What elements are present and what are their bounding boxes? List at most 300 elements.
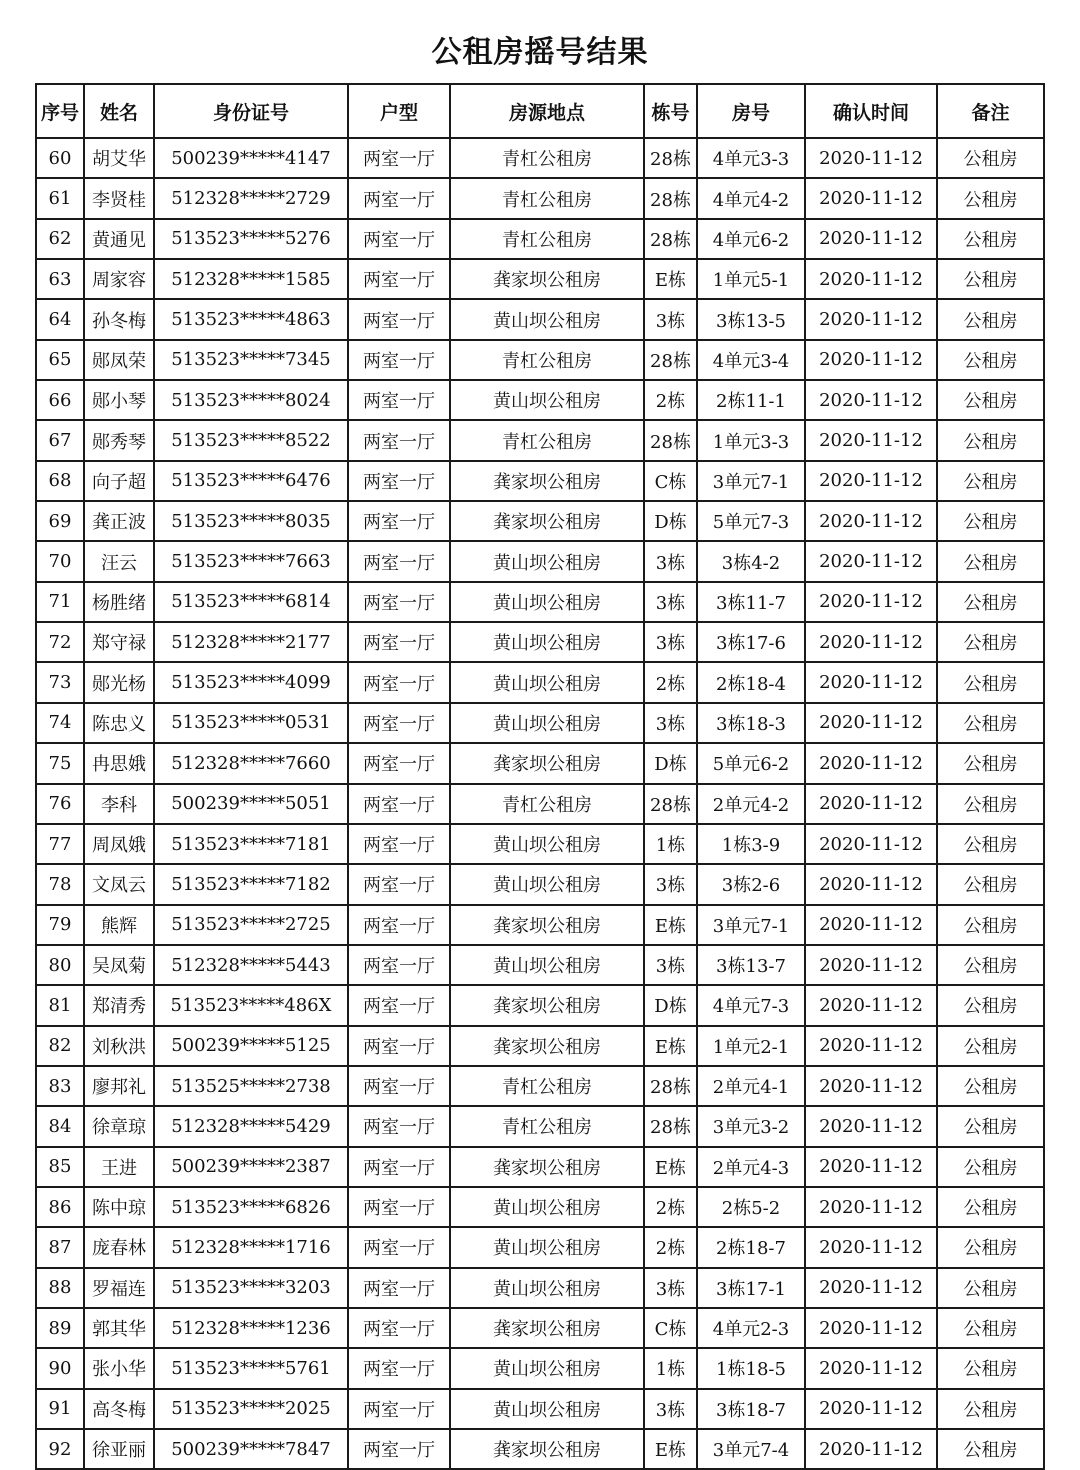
cell-id-number: 512328*****2729	[154, 178, 348, 218]
cell-note: 公租房	[937, 138, 1044, 178]
cell-building: E栋	[644, 1429, 697, 1469]
cell-note: 公租房	[937, 1308, 1044, 1348]
cell-room: 3栋11-7	[697, 582, 805, 622]
cell-confirm-date: 2020-11-12	[805, 299, 937, 339]
table-row	[36, 945, 1044, 985]
cell-room: 1单元5-1	[697, 259, 805, 299]
cell-id-number: 513523*****486X	[154, 985, 348, 1025]
cell-building: 28栋	[644, 219, 697, 259]
cell-note: 公租房	[937, 259, 1044, 299]
cell-name: 郑守禄	[84, 622, 154, 662]
cell-room: 3栋13-5	[697, 299, 805, 339]
cell-unit-type: 两室一厅	[348, 703, 450, 743]
cell-unit-type: 两室一厅	[348, 380, 450, 420]
cell-location: 黄山坝公租房	[450, 1268, 644, 1308]
cell-no: 90	[36, 1348, 84, 1388]
cell-building: E栋	[644, 905, 697, 945]
cell-id-number: 513523*****5276	[154, 219, 348, 259]
cell-confirm-date: 2020-11-12	[805, 1187, 937, 1227]
cell-location: 黄山坝公租房	[450, 1187, 644, 1227]
cell-unit-type: 两室一厅	[348, 1187, 450, 1227]
cell-name: 周家容	[84, 259, 154, 299]
cell-note: 公租房	[937, 1227, 1044, 1267]
cell-no: 66	[36, 380, 84, 420]
cell-no: 80	[36, 945, 84, 985]
cell-location: 黄山坝公租房	[450, 380, 644, 420]
cell-unit-type: 两室一厅	[348, 622, 450, 662]
cell-room: 5单元7-3	[697, 501, 805, 541]
cell-location: 龚家坝公租房	[450, 905, 644, 945]
cell-unit-type: 两室一厅	[348, 420, 450, 460]
cell-unit-type: 两室一厅	[348, 582, 450, 622]
cell-location: 龚家坝公租房	[450, 461, 644, 501]
results-table	[35, 83, 1045, 1470]
cell-location: 黄山坝公租房	[450, 622, 644, 662]
cell-no: 88	[36, 1268, 84, 1308]
cell-unit-type: 两室一厅	[348, 743, 450, 783]
cell-room: 3栋17-1	[697, 1268, 805, 1308]
cell-note: 公租房	[937, 945, 1044, 985]
cell-no: 69	[36, 501, 84, 541]
cell-name: 高冬梅	[84, 1389, 154, 1429]
cell-name: 杨胜绪	[84, 582, 154, 622]
table-row	[36, 582, 1044, 622]
cell-name: 罗福连	[84, 1268, 154, 1308]
cell-id-number: 513523*****5761	[154, 1348, 348, 1388]
cell-location: 龚家坝公租房	[450, 985, 644, 1025]
cell-confirm-date: 2020-11-12	[805, 380, 937, 420]
cell-no: 91	[36, 1389, 84, 1429]
header-building: 栋号	[644, 84, 697, 138]
cell-id-number: 513523*****4099	[154, 662, 348, 702]
cell-id-number: 513523*****7345	[154, 340, 348, 380]
cell-confirm-date: 2020-11-12	[805, 1429, 937, 1469]
cell-confirm-date: 2020-11-12	[805, 1389, 937, 1429]
cell-unit-type: 两室一厅	[348, 1106, 450, 1146]
cell-name: 郧秀琴	[84, 420, 154, 460]
cell-name: 郧小琴	[84, 380, 154, 420]
table-row	[36, 1066, 1044, 1106]
table-row	[36, 219, 1044, 259]
table-row	[36, 985, 1044, 1025]
cell-name: 徐章琼	[84, 1106, 154, 1146]
table-row	[36, 420, 1044, 460]
cell-building: D栋	[644, 501, 697, 541]
cell-note: 公租房	[937, 662, 1044, 702]
cell-no: 81	[36, 985, 84, 1025]
cell-location: 黄山坝公租房	[450, 582, 644, 622]
cell-note: 公租房	[937, 1066, 1044, 1106]
cell-building: 28栋	[644, 420, 697, 460]
cell-unit-type: 两室一厅	[348, 259, 450, 299]
cell-note: 公租房	[937, 985, 1044, 1025]
header-note: 备注	[937, 84, 1044, 138]
cell-unit-type: 两室一厅	[348, 138, 450, 178]
cell-unit-type: 两室一厅	[348, 1268, 450, 1308]
cell-location: 黄山坝公租房	[450, 1348, 644, 1388]
cell-room: 4单元2-3	[697, 1308, 805, 1348]
cell-room: 5单元6-2	[697, 743, 805, 783]
cell-no: 78	[36, 864, 84, 904]
cell-no: 82	[36, 1026, 84, 1066]
cell-no: 64	[36, 299, 84, 339]
cell-name: 黄通见	[84, 219, 154, 259]
cell-room: 2栋18-4	[697, 662, 805, 702]
cell-building: 3栋	[644, 945, 697, 985]
cell-no: 89	[36, 1308, 84, 1348]
cell-id-number: 513523*****7182	[154, 864, 348, 904]
cell-name: 刘秋洪	[84, 1026, 154, 1066]
header-location: 房源地点	[450, 84, 644, 138]
cell-room: 2单元4-3	[697, 1147, 805, 1187]
cell-confirm-date: 2020-11-12	[805, 1066, 937, 1106]
cell-room: 2栋18-7	[697, 1227, 805, 1267]
cell-location: 龚家坝公租房	[450, 743, 644, 783]
cell-confirm-date: 2020-11-12	[805, 784, 937, 824]
cell-building: 28栋	[644, 1106, 697, 1146]
cell-confirm-date: 2020-11-12	[805, 178, 937, 218]
header-row	[36, 84, 1044, 138]
cell-id-number: 512328*****1716	[154, 1227, 348, 1267]
cell-confirm-date: 2020-11-12	[805, 582, 937, 622]
cell-note: 公租房	[937, 178, 1044, 218]
cell-location: 黄山坝公租房	[450, 864, 644, 904]
cell-name: 汪云	[84, 541, 154, 581]
cell-location: 龚家坝公租房	[450, 501, 644, 541]
table-row	[36, 1026, 1044, 1066]
cell-no: 63	[36, 259, 84, 299]
cell-note: 公租房	[937, 824, 1044, 864]
cell-name: 龚正波	[84, 501, 154, 541]
header-type: 户型	[348, 84, 450, 138]
cell-name: 王进	[84, 1147, 154, 1187]
cell-no: 61	[36, 178, 84, 218]
cell-id-number: 512328*****5429	[154, 1106, 348, 1146]
cell-room: 4单元3-4	[697, 340, 805, 380]
cell-room: 2单元4-2	[697, 784, 805, 824]
cell-building: 1栋	[644, 1348, 697, 1388]
cell-room: 4单元6-2	[697, 219, 805, 259]
cell-no: 65	[36, 340, 84, 380]
cell-no: 67	[36, 420, 84, 460]
cell-room: 1栋18-5	[697, 1348, 805, 1388]
cell-name: 吴凤菊	[84, 945, 154, 985]
cell-room: 3栋18-7	[697, 1389, 805, 1429]
cell-location: 龚家坝公租房	[450, 259, 644, 299]
cell-id-number: 513523*****8024	[154, 380, 348, 420]
cell-name: 郧凤荣	[84, 340, 154, 380]
cell-name: 郑清秀	[84, 985, 154, 1025]
cell-confirm-date: 2020-11-12	[805, 662, 937, 702]
cell-location: 龚家坝公租房	[450, 1308, 644, 1348]
cell-confirm-date: 2020-11-12	[805, 905, 937, 945]
cell-location: 青杠公租房	[450, 178, 644, 218]
cell-note: 公租房	[937, 340, 1044, 380]
cell-note: 公租房	[937, 703, 1044, 743]
cell-name: 李贤桂	[84, 178, 154, 218]
cell-id-number: 513523*****2025	[154, 1389, 348, 1429]
cell-room: 3栋4-2	[697, 541, 805, 581]
cell-name: 陈忠义	[84, 703, 154, 743]
cell-building: 28栋	[644, 784, 697, 824]
cell-name: 郧光杨	[84, 662, 154, 702]
cell-building: E栋	[644, 1026, 697, 1066]
cell-unit-type: 两室一厅	[348, 178, 450, 218]
cell-name: 庞春林	[84, 1227, 154, 1267]
cell-confirm-date: 2020-11-12	[805, 622, 937, 662]
cell-location: 黄山坝公租房	[450, 299, 644, 339]
cell-room: 4单元4-2	[697, 178, 805, 218]
cell-confirm-date: 2020-11-12	[805, 259, 937, 299]
cell-confirm-date: 2020-11-12	[805, 945, 937, 985]
cell-id-number: 513523*****6476	[154, 461, 348, 501]
cell-id-number: 513523*****2725	[154, 905, 348, 945]
table-row	[36, 1389, 1044, 1429]
cell-unit-type: 两室一厅	[348, 1066, 450, 1106]
cell-building: C栋	[644, 461, 697, 501]
table-row	[36, 1268, 1044, 1308]
cell-confirm-date: 2020-11-12	[805, 1147, 937, 1187]
cell-unit-type: 两室一厅	[348, 1227, 450, 1267]
table-row	[36, 178, 1044, 218]
cell-no: 84	[36, 1106, 84, 1146]
cell-no: 72	[36, 622, 84, 662]
cell-no: 70	[36, 541, 84, 581]
cell-id-number: 513523*****0531	[154, 703, 348, 743]
cell-unit-type: 两室一厅	[348, 501, 450, 541]
cell-room: 4单元7-3	[697, 985, 805, 1025]
cell-note: 公租房	[937, 1389, 1044, 1429]
table-row	[36, 461, 1044, 501]
cell-confirm-date: 2020-11-12	[805, 219, 937, 259]
cell-room: 3单元3-2	[697, 1106, 805, 1146]
table-row	[36, 380, 1044, 420]
cell-name: 文凤云	[84, 864, 154, 904]
cell-unit-type: 两室一厅	[348, 340, 450, 380]
table-row	[36, 662, 1044, 702]
cell-unit-type: 两室一厅	[348, 824, 450, 864]
cell-unit-type: 两室一厅	[348, 985, 450, 1025]
cell-unit-type: 两室一厅	[348, 1026, 450, 1066]
table-row	[36, 703, 1044, 743]
cell-no: 60	[36, 138, 84, 178]
cell-building: 28栋	[644, 138, 697, 178]
cell-building: 2栋	[644, 1187, 697, 1227]
table-row	[36, 743, 1044, 783]
cell-confirm-date: 2020-11-12	[805, 1106, 937, 1146]
table-row	[36, 1187, 1044, 1227]
cell-location: 黄山坝公租房	[450, 662, 644, 702]
cell-building: 3栋	[644, 703, 697, 743]
cell-room: 3单元7-1	[697, 461, 805, 501]
cell-unit-type: 两室一厅	[348, 662, 450, 702]
cell-building: 28栋	[644, 1066, 697, 1106]
table-row	[36, 1308, 1044, 1348]
cell-location: 黄山坝公租房	[450, 1389, 644, 1429]
cell-location: 黄山坝公租房	[450, 703, 644, 743]
cell-confirm-date: 2020-11-12	[805, 420, 937, 460]
cell-room: 3单元7-1	[697, 905, 805, 945]
cell-location: 青杠公租房	[450, 420, 644, 460]
cell-building: D栋	[644, 743, 697, 783]
cell-confirm-date: 2020-11-12	[805, 703, 937, 743]
cell-note: 公租房	[937, 582, 1044, 622]
cell-room: 2栋5-2	[697, 1187, 805, 1227]
table-row	[36, 1348, 1044, 1388]
cell-location: 青杠公租房	[450, 340, 644, 380]
cell-building: E栋	[644, 1147, 697, 1187]
cell-id-number: 500239*****4147	[154, 138, 348, 178]
cell-no: 87	[36, 1227, 84, 1267]
cell-note: 公租房	[937, 461, 1044, 501]
cell-no: 83	[36, 1066, 84, 1106]
cell-room: 1单元2-1	[697, 1026, 805, 1066]
cell-name: 张小华	[84, 1348, 154, 1388]
table-row	[36, 905, 1044, 945]
cell-unit-type: 两室一厅	[348, 1147, 450, 1187]
cell-name: 徐亚丽	[84, 1429, 154, 1469]
cell-room: 1栋3-9	[697, 824, 805, 864]
table-row	[36, 864, 1044, 904]
cell-id-number: 512328*****1585	[154, 259, 348, 299]
header-id: 身份证号	[154, 84, 348, 138]
table-row	[36, 824, 1044, 864]
cell-building: 28栋	[644, 340, 697, 380]
cell-confirm-date: 2020-11-12	[805, 824, 937, 864]
cell-id-number: 512328*****5443	[154, 945, 348, 985]
cell-name: 郭其华	[84, 1308, 154, 1348]
cell-room: 2单元4-1	[697, 1066, 805, 1106]
cell-note: 公租房	[937, 1348, 1044, 1388]
cell-id-number: 513523*****7663	[154, 541, 348, 581]
cell-confirm-date: 2020-11-12	[805, 1308, 937, 1348]
cell-note: 公租房	[937, 420, 1044, 460]
cell-confirm-date: 2020-11-12	[805, 541, 937, 581]
cell-id-number: 513523*****4863	[154, 299, 348, 339]
cell-location: 青杠公租房	[450, 1066, 644, 1106]
cell-building: 2栋	[644, 662, 697, 702]
cell-confirm-date: 2020-11-12	[805, 1026, 937, 1066]
cell-location: 龚家坝公租房	[450, 1147, 644, 1187]
table-row	[36, 622, 1044, 662]
header-date: 确认时间	[805, 84, 937, 138]
cell-note: 公租房	[937, 784, 1044, 824]
cell-confirm-date: 2020-11-12	[805, 461, 937, 501]
cell-note: 公租房	[937, 622, 1044, 662]
cell-location: 青杠公租房	[450, 138, 644, 178]
cell-location: 黄山坝公租房	[450, 824, 644, 864]
cell-building: 3栋	[644, 622, 697, 662]
cell-location: 龚家坝公租房	[450, 1429, 644, 1469]
page-title: 公租房摇号结果	[431, 35, 649, 70]
cell-no: 85	[36, 1147, 84, 1187]
cell-note: 公租房	[937, 1147, 1044, 1187]
table-row	[36, 541, 1044, 581]
cell-room: 4单元3-3	[697, 138, 805, 178]
cell-id-number: 513523*****6826	[154, 1187, 348, 1227]
cell-confirm-date: 2020-11-12	[805, 743, 937, 783]
cell-id-number: 500239*****2387	[154, 1147, 348, 1187]
cell-name: 陈中琼	[84, 1187, 154, 1227]
cell-id-number: 513523*****6814	[154, 582, 348, 622]
cell-confirm-date: 2020-11-12	[805, 501, 937, 541]
cell-confirm-date: 2020-11-12	[805, 864, 937, 904]
cell-building: 3栋	[644, 299, 697, 339]
cell-name: 周凤娥	[84, 824, 154, 864]
cell-note: 公租房	[937, 299, 1044, 339]
cell-confirm-date: 2020-11-12	[805, 1227, 937, 1267]
cell-name: 胡艾华	[84, 138, 154, 178]
cell-building: 3栋	[644, 1268, 697, 1308]
table-body	[36, 138, 1044, 1469]
cell-no: 73	[36, 662, 84, 702]
cell-no: 76	[36, 784, 84, 824]
cell-room: 3栋13-7	[697, 945, 805, 985]
cell-id-number: 500239*****5125	[154, 1026, 348, 1066]
cell-no: 79	[36, 905, 84, 945]
cell-note: 公租房	[937, 1026, 1044, 1066]
cell-no: 74	[36, 703, 84, 743]
cell-confirm-date: 2020-11-12	[805, 985, 937, 1025]
cell-id-number: 513523*****3203	[154, 1268, 348, 1308]
cell-unit-type: 两室一厅	[348, 905, 450, 945]
table-row	[36, 340, 1044, 380]
cell-note: 公租房	[937, 743, 1044, 783]
header-name: 姓名	[84, 84, 154, 138]
cell-note: 公租房	[937, 541, 1044, 581]
cell-no: 68	[36, 461, 84, 501]
cell-id-number: 513523*****8522	[154, 420, 348, 460]
table-row	[36, 1147, 1044, 1187]
cell-no: 71	[36, 582, 84, 622]
cell-note: 公租房	[937, 905, 1044, 945]
table-row	[36, 299, 1044, 339]
cell-confirm-date: 2020-11-12	[805, 138, 937, 178]
cell-confirm-date: 2020-11-12	[805, 1268, 937, 1308]
cell-building: 3栋	[644, 1389, 697, 1429]
cell-name: 孙冬梅	[84, 299, 154, 339]
cell-unit-type: 两室一厅	[348, 1348, 450, 1388]
cell-id-number: 513523*****7181	[154, 824, 348, 864]
cell-location: 龚家坝公租房	[450, 1026, 644, 1066]
cell-id-number: 513525*****2738	[154, 1066, 348, 1106]
cell-confirm-date: 2020-11-12	[805, 340, 937, 380]
cell-id-number: 512328*****2177	[154, 622, 348, 662]
table-row	[36, 1429, 1044, 1469]
cell-building: 28栋	[644, 178, 697, 218]
cell-unit-type: 两室一厅	[348, 1429, 450, 1469]
table-row	[36, 1106, 1044, 1146]
cell-name: 熊辉	[84, 905, 154, 945]
cell-note: 公租房	[937, 1429, 1044, 1469]
cell-room: 3单元7-4	[697, 1429, 805, 1469]
cell-note: 公租房	[937, 1187, 1044, 1227]
table-row	[36, 501, 1044, 541]
cell-room: 3栋18-3	[697, 703, 805, 743]
cell-id-number: 512328*****7660	[154, 743, 348, 783]
cell-id-number: 500239*****5051	[154, 784, 348, 824]
cell-unit-type: 两室一厅	[348, 461, 450, 501]
cell-location: 青杠公租房	[450, 784, 644, 824]
table-row	[36, 259, 1044, 299]
cell-note: 公租房	[937, 501, 1044, 541]
cell-unit-type: 两室一厅	[348, 299, 450, 339]
cell-location: 黄山坝公租房	[450, 945, 644, 985]
header-room: 房号	[697, 84, 805, 138]
cell-note: 公租房	[937, 864, 1044, 904]
cell-unit-type: 两室一厅	[348, 945, 450, 985]
cell-note: 公租房	[937, 1106, 1044, 1146]
